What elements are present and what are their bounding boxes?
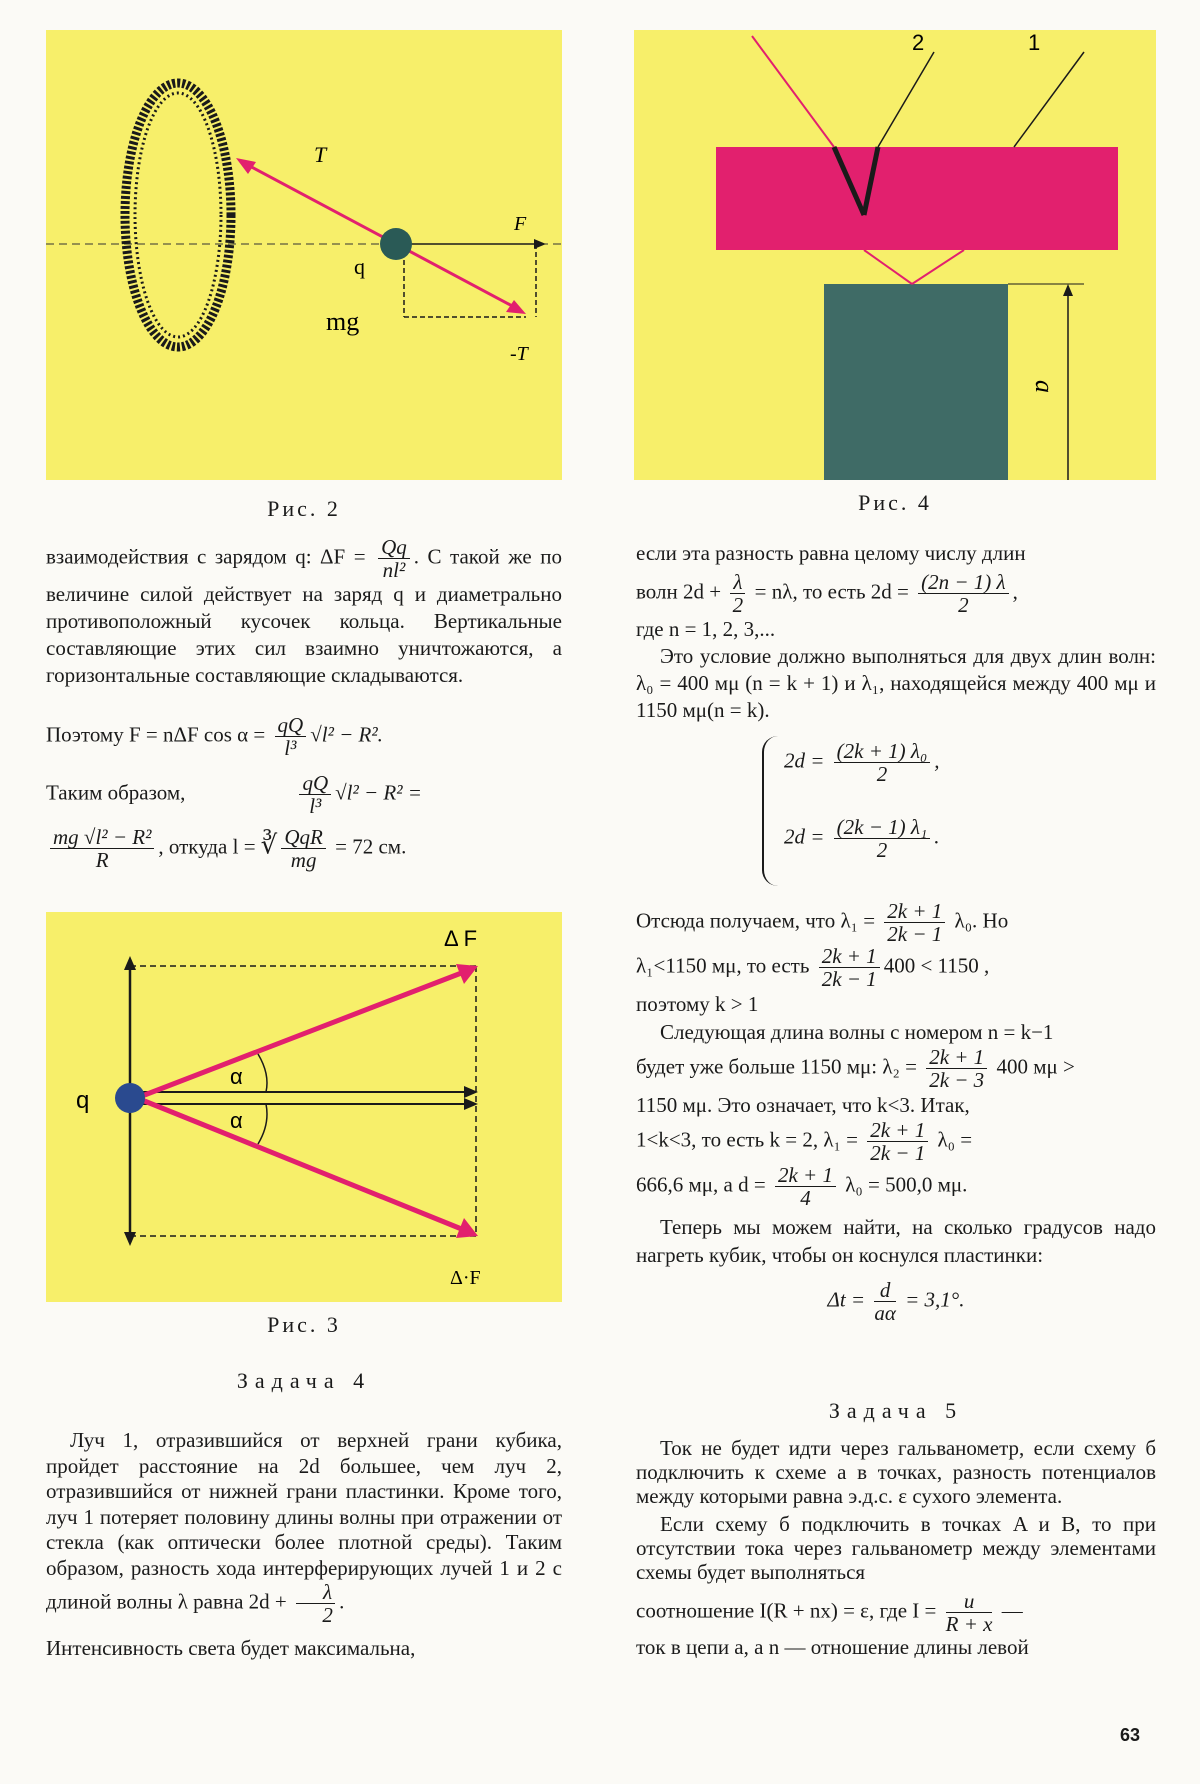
system-eq-1: 2d = $\frac{\text{(2k + 1) λ₀}}{2}$ , <box>784 739 940 786</box>
label-delta-F-bottom: Δ·F <box>450 1267 481 1289</box>
system-eq-2: 2d = $\frac{\text{(2k − 1) λ₁}}{2}$ . <box>784 815 940 862</box>
figure-2-drawing <box>46 30 562 480</box>
label-T: T <box>314 142 327 167</box>
label-q: q <box>76 1087 90 1114</box>
label-ray-1: 1 <box>1028 30 1041 55</box>
page-number: 63 <box>1119 1725 1140 1745</box>
problem-5-text: Ток не будет идти через гальванометр, если схему б подключить к схеме а в точках, разность потенциалов между которыми равна э.д.с. ε сухого элемента. Если схему б подключить в точках A и B, то при отсутствии тока через гальванометр между элементами схемы будет выполняться соотношение I(R + nx) = ε, где I = $\frac{u}{R + x}$ — ток в цепи а, а n — отношение длины левой <box>636 1436 1156 1659</box>
heading-problem-4: Задача 4 <box>236 1368 372 1393</box>
left-formula-F: Поэтому F = nΔF cos α = $\frac{qQ}{\text{l³}}$ √l² − R². <box>46 713 383 760</box>
label-q: q <box>354 254 365 279</box>
label-F: F <box>514 213 527 235</box>
figure-3-caption: Рис. 3 <box>267 1312 341 1337</box>
problem-4-text: Луч 1, отразившийся от верхней грани кубика, пройдет расстояние на 2d большее, чем луч 2, отразившийся от нижней грани пластинки. Кроме того, луч 1 потеряет половину длины волны при отражении от стекла (как оптически более плотной среды). Таким образом, разность хода интерферирующих лучей 1 и 2 с длиной волны λ равна 2d + $\frac{\lambda}{2}$ . Интенсивность света будет максимальна, <box>46 1428 562 1660</box>
fraction: $\frac{Qq}{\text{nl²}}$ <box>378 536 410 581</box>
left-formula-l: $\frac{\text{mg √l² − R²}}{R}$ , откуда l = ∛ $\frac{\text{QqR}}{mg}$ = 72 см. <box>46 826 562 871</box>
figure-4-caption: Рис. 4 <box>858 490 932 515</box>
label-a: a <box>1030 380 1059 393</box>
left-formula-equal: Таким образом, $\frac{qQ}{\text{l³}}$ √l² − R² = <box>46 771 422 818</box>
left-paragraph-1: взаимодействия с зарядом q: ΔF = $\frac{Qq}{\text{nl²}}$ . С такой же по величине силой действует на заряд q и диаметрально противоположный кусочек кольца. Вертикальные составляющие этих сил взаимно уничтожаются, а горизонтальные составляющие складываются. <box>46 535 562 687</box>
label-alpha-2: α <box>230 1108 243 1133</box>
figure-3 <box>46 912 562 1302</box>
label-alpha-1: α <box>230 1064 243 1089</box>
right-column-middle: Отсюда получаем, что λ₁ = $\frac{2k + 1}{2k - 1}$ λ₀. Но λ₁<1150 мμ, то есть $\frac{2k + 1}{2k - 1}$ 400 < 1150 , поэтому k > 1 Следующая длина волны с номером n = k−1 будет уже больше 1150 мμ: λ₂ = $\frac{2k + 1}{2k - 3}$ 400 мμ > 1150 мμ. Это означает, что k<3. Итак, 1<k<3, то есть k = 2, λ₁ = $\frac{2k + 1}{2k - 1}$ λ₀ = 666,6 мμ, а d = $\frac{2k + 1}{4}$ λ₀ = 500,0 мμ. Теперь мы можем найти, на сколько градусов надо нагреть кубик, чтобы он коснулся пластинки: Δt = $\frac{d}{a\alpha}$ = 3,1°. <box>636 899 1156 1325</box>
right-column-top: если эта разность равна целому числу длин волн 2d + $\frac{\lambda}{2}$ = nλ, то есть 2d = $\frac{(2n - 1) \lambda}{2}$ , где n = 1, 2, 3,... Это условие должно выполняться для двух длин волн: λ₀ = 400 мμ (n = k + 1) и λ₁, находящейся между 400 мμ и 1150 мμ(n = k). <box>636 541 1156 722</box>
figure-3-drawing <box>46 912 562 1302</box>
heading-problem-5: Задача 5 <box>828 1398 964 1423</box>
figure-4-drawing <box>634 30 1156 480</box>
figure-2-caption: Рис. 2 <box>267 496 341 521</box>
figure-2 <box>46 30 562 480</box>
label-ray-2: 2 <box>912 30 925 55</box>
figure-4 <box>634 30 1156 480</box>
label-delta-F-top: Δ F <box>444 926 478 951</box>
label-minus-T: -T <box>510 343 528 365</box>
label-mg: mg <box>326 307 360 336</box>
